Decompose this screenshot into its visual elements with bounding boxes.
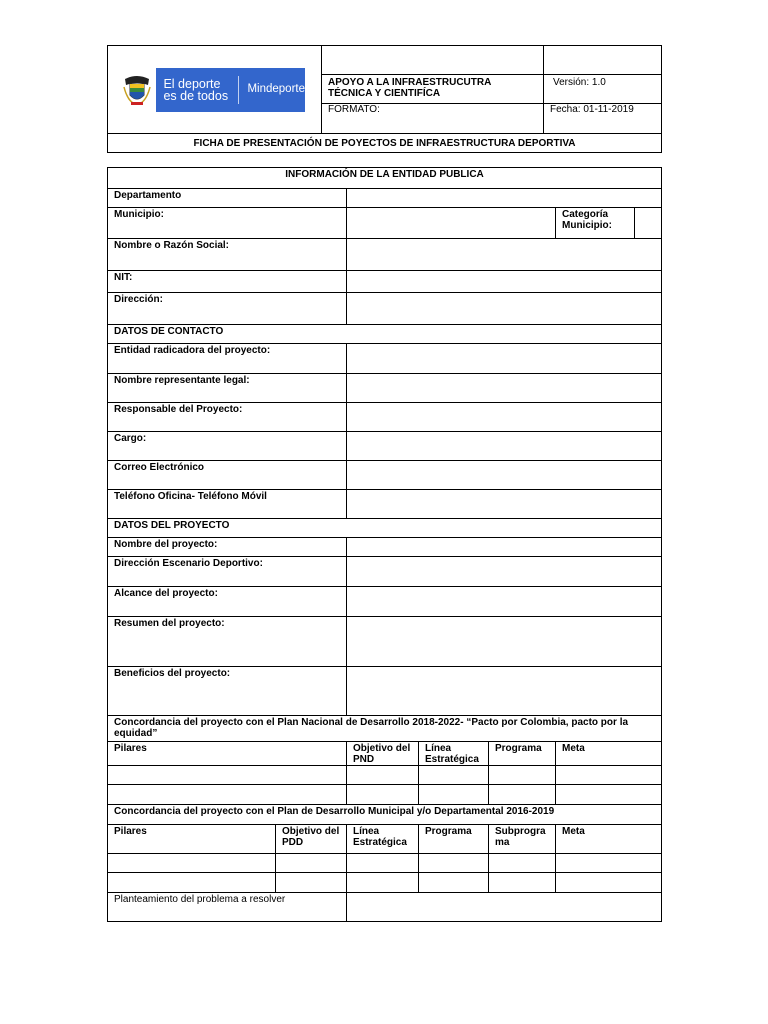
field-planteamiento[interactable]	[347, 893, 662, 922]
field-direccion-escenario[interactable]	[347, 557, 662, 587]
pdm-col-pilares: Pilares	[108, 825, 276, 854]
label-direccion-escenario: Dirección Escenario Deportivo:	[108, 557, 347, 587]
header-title: APOYO A LA INFRAESTRUCUTRA TÉCNICA Y CIENTIFÍCA	[322, 75, 544, 104]
concordancia-pdm: Concordancia del proyecto con el Plan de Desarrollo Municipal y/o Departamental 2016-2019	[108, 805, 662, 825]
pnd-col-pilares: Pilares	[108, 742, 347, 766]
pnd-cell[interactable]	[489, 785, 556, 805]
label-nit: NIT:	[108, 271, 347, 293]
pdm-cell[interactable]	[276, 854, 347, 873]
field-telefono[interactable]	[347, 490, 662, 519]
field-nit[interactable]	[347, 271, 662, 293]
pdm-cell[interactable]	[108, 854, 276, 873]
field-responsable[interactable]	[347, 403, 662, 432]
label-telefono: Teléfono Oficina- Teléfono Móvil	[108, 490, 347, 519]
pnd-col-objetivo: Objetivo del PND	[347, 742, 419, 766]
pnd-col-linea: Línea Estratégica	[419, 742, 489, 766]
header-table	[107, 45, 662, 153]
header-version: Versión: 1.0	[544, 75, 662, 104]
label-beneficios: Beneficios del proyecto:	[108, 667, 347, 716]
pdm-col-linea: Línea Estratégica	[347, 825, 419, 854]
field-razon-social[interactable]	[347, 239, 662, 271]
field-departamento[interactable]	[347, 189, 662, 208]
field-resumen[interactable]	[347, 617, 662, 667]
pnd-cell[interactable]	[556, 766, 662, 785]
label-planteamiento: Planteamiento del problema a resolver	[108, 893, 347, 922]
pnd-cell[interactable]	[419, 785, 489, 805]
label-alcance: Alcance del proyecto:	[108, 587, 347, 617]
label-departamento: Departamento	[108, 189, 347, 208]
colombia-coat-of-arms-icon	[117, 68, 156, 112]
pdm-col-meta: Meta	[556, 825, 662, 854]
logo-divider	[238, 76, 239, 104]
field-cargo[interactable]	[347, 432, 662, 461]
logo-banner	[156, 68, 305, 112]
label-correo: Correo Electrónico	[108, 461, 347, 490]
section-entidad: INFORMACIÓN DE LA ENTIDAD PUBLICA	[108, 168, 662, 189]
logo-line2: es de todos	[163, 88, 229, 103]
label-responsable: Responsable del Proyecto:	[108, 403, 347, 432]
label-resumen: Resumen del proyecto:	[108, 617, 347, 667]
pdm-cell[interactable]	[489, 854, 556, 873]
pnd-cell[interactable]	[419, 766, 489, 785]
pdm-cell[interactable]	[556, 854, 662, 873]
section-contacto: DATOS DE CONTACTO	[108, 325, 662, 344]
form-table	[107, 167, 662, 922]
section-proyecto: DATOS DEL PROYECTO	[108, 519, 662, 538]
field-entidad-radicadora[interactable]	[347, 344, 662, 374]
pnd-cell[interactable]	[556, 785, 662, 805]
ficha-title: FICHA DE PRESENTACIÓN DE POYECTOS DE INFRAESTRUCTURA DEPORTIVA	[108, 134, 662, 153]
pnd-cell[interactable]	[108, 785, 347, 805]
pdm-cell[interactable]	[556, 873, 662, 893]
pdm-cell[interactable]	[276, 873, 347, 893]
field-categoria[interactable]	[635, 208, 662, 239]
label-razon-social: Nombre o Razón Social:	[108, 239, 347, 271]
field-nombre-proyecto[interactable]	[347, 538, 662, 557]
field-direccion[interactable]	[347, 293, 662, 325]
pnd-cell[interactable]	[108, 766, 347, 785]
pdm-cell[interactable]	[489, 873, 556, 893]
label-nombre-proyecto: Nombre del proyecto:	[108, 538, 347, 557]
label-representante-legal: Nombre representante legal:	[108, 374, 347, 403]
field-beneficios[interactable]	[347, 667, 662, 716]
pdm-col-subprograma: Subprogra ma	[489, 825, 556, 854]
pnd-cell[interactable]	[347, 785, 419, 805]
pnd-cell[interactable]	[347, 766, 419, 785]
pdm-col-programa: Programa	[419, 825, 489, 854]
header-blank-2	[544, 46, 662, 75]
pdm-col-objetivo: Objetivo del PDD	[276, 825, 347, 854]
field-representante-legal[interactable]	[347, 374, 662, 403]
pdm-cell[interactable]	[347, 854, 419, 873]
header-blank-1	[322, 46, 544, 75]
concordancia-pnd: Concordancia del proyecto con el Plan Nacional de Desarrollo 2018-2022- “Pacto por Colombia, pacto por la equidad”	[108, 716, 662, 742]
field-municipio[interactable]	[347, 208, 556, 239]
logo-cell	[108, 46, 322, 134]
label-municipio: Municipio:	[108, 208, 347, 239]
mindeporte-logo	[117, 68, 305, 112]
pnd-col-programa: Programa	[489, 742, 556, 766]
field-alcance[interactable]	[347, 587, 662, 617]
logo-slogan	[156, 78, 238, 102]
label-entidad-radicadora: Entidad radicadora del proyecto:	[108, 344, 347, 374]
pnd-cell[interactable]	[489, 766, 556, 785]
label-direccion: Dirección:	[108, 293, 347, 325]
label-categoria: Categoría Municipio:	[556, 208, 635, 239]
pdm-cell[interactable]	[419, 854, 489, 873]
pdm-cell[interactable]	[347, 873, 419, 893]
pnd-col-meta: Meta	[556, 742, 662, 766]
pdm-cell[interactable]	[108, 873, 276, 893]
header-fecha: Fecha: 01-11-2019	[544, 104, 662, 134]
logo-brand: Mindeporte	[247, 83, 305, 95]
pdm-cell[interactable]	[419, 873, 489, 893]
field-correo[interactable]	[347, 461, 662, 490]
label-cargo: Cargo:	[108, 432, 347, 461]
header-formato: FORMATO:	[322, 104, 544, 134]
logo-line1: El deporte	[163, 76, 221, 91]
